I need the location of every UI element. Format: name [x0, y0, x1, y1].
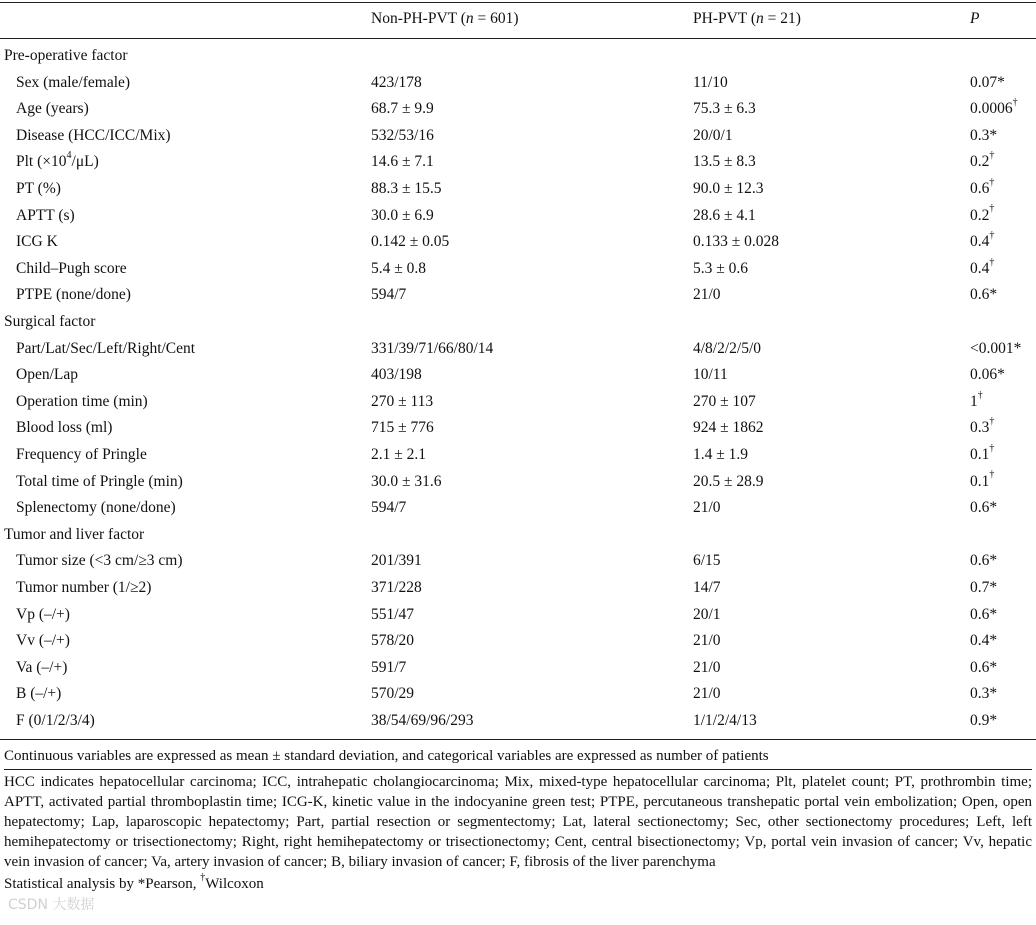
- table-top-rule: [0, 2, 1036, 3]
- test-mark: *: [989, 579, 998, 596]
- non-ph-pvt-value: 38/54/69/96/293: [371, 712, 474, 729]
- non-ph-pvt-value: 532/53/16: [371, 126, 434, 144]
- table-row: [0, 549, 1036, 575]
- test-mark: *: [989, 685, 998, 703]
- row-label: Vv (–/+): [16, 632, 70, 650]
- non-ph-pvt-value: 2.1 ± 2.1: [371, 446, 427, 463]
- row-label: APTT (s): [16, 206, 75, 224]
- row-label: Open/Lap: [16, 366, 78, 384]
- table-row: [0, 150, 1036, 176]
- non-ph-pvt-value: 578/20: [371, 632, 415, 650]
- non-ph-pvt-value: 591/7: [371, 658, 407, 676]
- table-row: [0, 576, 1036, 602]
- test-mark: *: [989, 126, 998, 144]
- table-row: [0, 283, 1036, 309]
- section-label: Pre-operative factor: [4, 47, 128, 64]
- test-mark: †: [989, 176, 995, 188]
- test-mark: *: [997, 73, 1005, 91]
- p-value: 0.4†: [970, 230, 995, 251]
- row-label: Blood loss (ml): [16, 419, 113, 437]
- p-value: 0.07*: [970, 73, 1005, 91]
- p-value: 0.1†: [970, 469, 995, 490]
- p-value: 0.6*: [970, 552, 998, 570]
- ph-pvt-value: 5.3 ± 0.6: [693, 259, 749, 277]
- ph-pvt-value: 13.5 ± 8.3: [693, 153, 756, 171]
- table-row: [0, 629, 1036, 655]
- ph-pvt-value: 21/0: [693, 499, 721, 517]
- row-label: Total time of Pringle (min): [16, 472, 183, 490]
- table-row: [0, 682, 1036, 708]
- row-label: F (0/1/2/3/4): [16, 712, 95, 729]
- ph-pvt-value: 28.6 ± 4.1: [693, 206, 756, 224]
- table-row: [0, 603, 1036, 629]
- p-value: 0.4*: [970, 632, 998, 650]
- ph-pvt-value: 924 ± 1862: [693, 419, 764, 437]
- table-row: [0, 656, 1036, 682]
- table-row: [0, 390, 1036, 416]
- ph-pvt-value: 1/1/2/4/13: [693, 712, 757, 729]
- row-label: Disease (HCC/ICC/Mix): [16, 126, 171, 144]
- non-ph-pvt-value: 594/7: [371, 499, 407, 517]
- test-mark: †: [989, 150, 995, 162]
- ph-pvt-value: 20/0/1: [693, 126, 733, 144]
- p-value: <0.001*: [970, 339, 1022, 357]
- section-label: Tumor and liver factor: [4, 525, 145, 543]
- p-value: 0.0006†: [970, 97, 1018, 118]
- test-mark: †: [989, 442, 995, 454]
- p-value: 0.1†: [970, 442, 995, 463]
- table-row: [0, 257, 1036, 283]
- p-value: 0.3*: [970, 126, 998, 144]
- test-mark: *: [989, 712, 998, 729]
- p-value: 1†: [970, 389, 983, 410]
- table-row: [0, 470, 1036, 496]
- p-value: 0.9*: [970, 712, 998, 729]
- test-mark: *: [989, 605, 998, 623]
- row-label: ICG K: [16, 233, 58, 251]
- footnote-definition: Continuous variables are expressed as mean ± standard deviation, and categorical variables are expressed as number of patients: [4, 748, 769, 764]
- p-value: 0.7*: [970, 579, 998, 596]
- table-row: [0, 204, 1036, 230]
- table-row: [0, 71, 1036, 97]
- test-mark: †: [977, 389, 983, 401]
- ph-pvt-value: 21/0: [693, 632, 721, 650]
- non-ph-pvt-value: 331/39/71/66/80/14: [371, 339, 494, 357]
- ph-pvt-value: 75.3 ± 6.3: [693, 100, 756, 118]
- row-label: Splenectomy (none/done): [16, 499, 176, 517]
- table-row: [0, 709, 1036, 735]
- row-label: Operation time (min): [16, 392, 148, 410]
- p-value: 0.6*: [970, 658, 998, 676]
- non-ph-pvt-value: 715 ± 776: [371, 419, 434, 437]
- p-value: 0.6†: [970, 176, 995, 197]
- p-value: 0.6*: [970, 286, 998, 304]
- header-rule: [0, 38, 1036, 39]
- table-row: [0, 496, 1036, 522]
- test-mark: *: [989, 499, 998, 517]
- test-mark: †: [1012, 97, 1018, 109]
- ph-pvt-value: 6/15: [693, 552, 721, 570]
- ph-pvt-value: 21/0: [693, 286, 721, 304]
- watermark: CSDN 大数据: [8, 897, 95, 913]
- test-mark: †: [989, 203, 995, 215]
- ph-pvt-value: 20.5 ± 28.9: [693, 472, 764, 490]
- row-label: Va (–/+): [16, 658, 68, 676]
- row-label: Vp (–/+): [16, 605, 70, 623]
- ph-pvt-value: 21/0: [693, 685, 721, 703]
- footnote-statistics: Statistical analysis by *Pearson, †Wilcoxon: [4, 872, 264, 892]
- non-ph-pvt-value: 570/29: [371, 685, 415, 703]
- ph-pvt-value: 20/1: [693, 605, 721, 623]
- non-ph-pvt-value: 68.7 ± 9.9: [371, 100, 434, 118]
- table-row: [0, 97, 1036, 123]
- ph-pvt-value: 270 ± 107: [693, 392, 756, 410]
- non-ph-pvt-value: 551/47: [371, 605, 415, 623]
- table-row: [0, 337, 1036, 363]
- ph-pvt-value: 11/10: [693, 73, 728, 91]
- ph-pvt-value: 10/11: [693, 366, 728, 384]
- non-ph-pvt-value: 30.0 ± 6.9: [371, 206, 434, 224]
- p-value: 0.2†: [970, 203, 995, 224]
- section-header-row: [0, 44, 1036, 70]
- p-value: 0.06*: [970, 366, 1005, 384]
- row-label: Tumor number (1/≥2): [16, 579, 152, 596]
- row-label: PTPE (none/done): [16, 286, 131, 304]
- ph-pvt-value: 0.133 ± 0.028: [693, 233, 780, 251]
- table-row: [0, 124, 1036, 150]
- row-label: Tumor size (<3 cm/≥3 cm): [16, 552, 183, 570]
- row-label: B (–/+): [16, 685, 62, 703]
- row-label: Frequency of Pringle: [16, 446, 147, 463]
- non-ph-pvt-value: 0.142 ± 0.05: [371, 233, 450, 251]
- non-ph-pvt-value: 403/198: [371, 366, 422, 384]
- non-ph-pvt-value: 5.4 ± 0.8: [371, 259, 427, 277]
- section-header-row: [0, 523, 1036, 549]
- ph-pvt-value: 1.4 ± 1.9: [693, 446, 749, 463]
- section-header-row: [0, 310, 1036, 336]
- ph-pvt-value: 21/0: [693, 658, 721, 676]
- table-row: [0, 416, 1036, 442]
- test-mark: †: [989, 230, 995, 242]
- test-mark: *: [989, 552, 998, 570]
- test-mark: †: [989, 416, 995, 428]
- non-ph-pvt-value: 270 ± 113: [371, 392, 434, 410]
- ph-pvt-value: 14/7: [693, 579, 721, 596]
- ph-pvt-value: 4/8/2/2/5/0: [693, 339, 762, 357]
- p-value: 0.6*: [970, 499, 998, 517]
- p-value: 0.2†: [970, 150, 995, 171]
- test-mark: *: [989, 632, 998, 650]
- non-ph-pvt-value: 201/391: [371, 552, 422, 570]
- row-label: PT (%): [16, 180, 61, 197]
- header-col-non-ph-pvt: Non-PH-PVT (n = 601): [371, 10, 519, 27]
- test-mark: *: [989, 286, 998, 304]
- test-mark: †: [989, 469, 995, 481]
- test-mark: *: [989, 658, 998, 676]
- footnote-rule: [4, 769, 1032, 770]
- row-label: Child–Pugh score: [16, 259, 127, 277]
- row-label: Age (years): [16, 100, 89, 118]
- ph-pvt-value: 90.0 ± 12.3: [693, 180, 764, 197]
- table-row: [0, 230, 1036, 256]
- row-label: Part/Lat/Sec/Left/Right/Cent: [16, 339, 196, 357]
- table-bottom-rule: [0, 739, 1036, 740]
- header-col-p-value: P: [970, 10, 980, 27]
- footnote-abbreviations: HCC indicates hepatocellular carcinoma; ICC, intrahepatic cholangiocarcinoma; Mix, mixed-type hepatocellular carcinoma; Plt, platelet count; PT, prothrombin time; APTT, activated partial thromboplastin time; ICG-K, kinetic value in the indocyanine green test; PTPE, percutaneous transhepatic portal vein embolization; Open, open hepatectomy; Lap, laparoscopic hepatectomy; Part, partial resection or segmentectomy; Lat, lateral sectionectomy; Sec, other sectionectomy procedures; Left, left hemihepatectomy or trisectionectomy; Right, right hemihepatectomy or trisectionectomy; Cent, central bisectionectomy; Vp, portal vein invasion of cancer; Vv, hepatic vein invasion of cancer; Va, artery invasion of cancer; B, biliary invasion of cancer; F, fibrosis of the liver parenchyma: [4, 774, 1032, 870]
- non-ph-pvt-value: 594/7: [371, 286, 407, 304]
- section-label: Surgical factor: [4, 313, 96, 330]
- row-label: Sex (male/female): [16, 73, 131, 91]
- non-ph-pvt-value: 14.6 ± 7.1: [371, 153, 434, 171]
- non-ph-pvt-value: 30.0 ± 31.6: [371, 472, 442, 490]
- non-ph-pvt-value: 88.3 ± 15.5: [371, 180, 442, 197]
- row-label: Plt $(\times 10^4/\mu L)$: [16, 150, 99, 171]
- test-mark: *: [1013, 339, 1022, 357]
- table-row: [0, 177, 1036, 203]
- table-row: [0, 443, 1036, 469]
- p-value: 0.3*: [970, 685, 998, 703]
- p-value: 0.3†: [970, 416, 995, 437]
- header-col-ph-pvt: PH-PVT (n = 21): [693, 10, 801, 27]
- test-mark: †: [989, 256, 995, 268]
- non-ph-pvt-value: 423/178: [371, 73, 422, 91]
- p-value: 0.6*: [970, 605, 998, 623]
- test-mark: *: [997, 366, 1005, 384]
- p-value: 0.4†: [970, 256, 995, 277]
- table-row: [0, 363, 1036, 389]
- non-ph-pvt-value: 371/228: [371, 579, 422, 596]
